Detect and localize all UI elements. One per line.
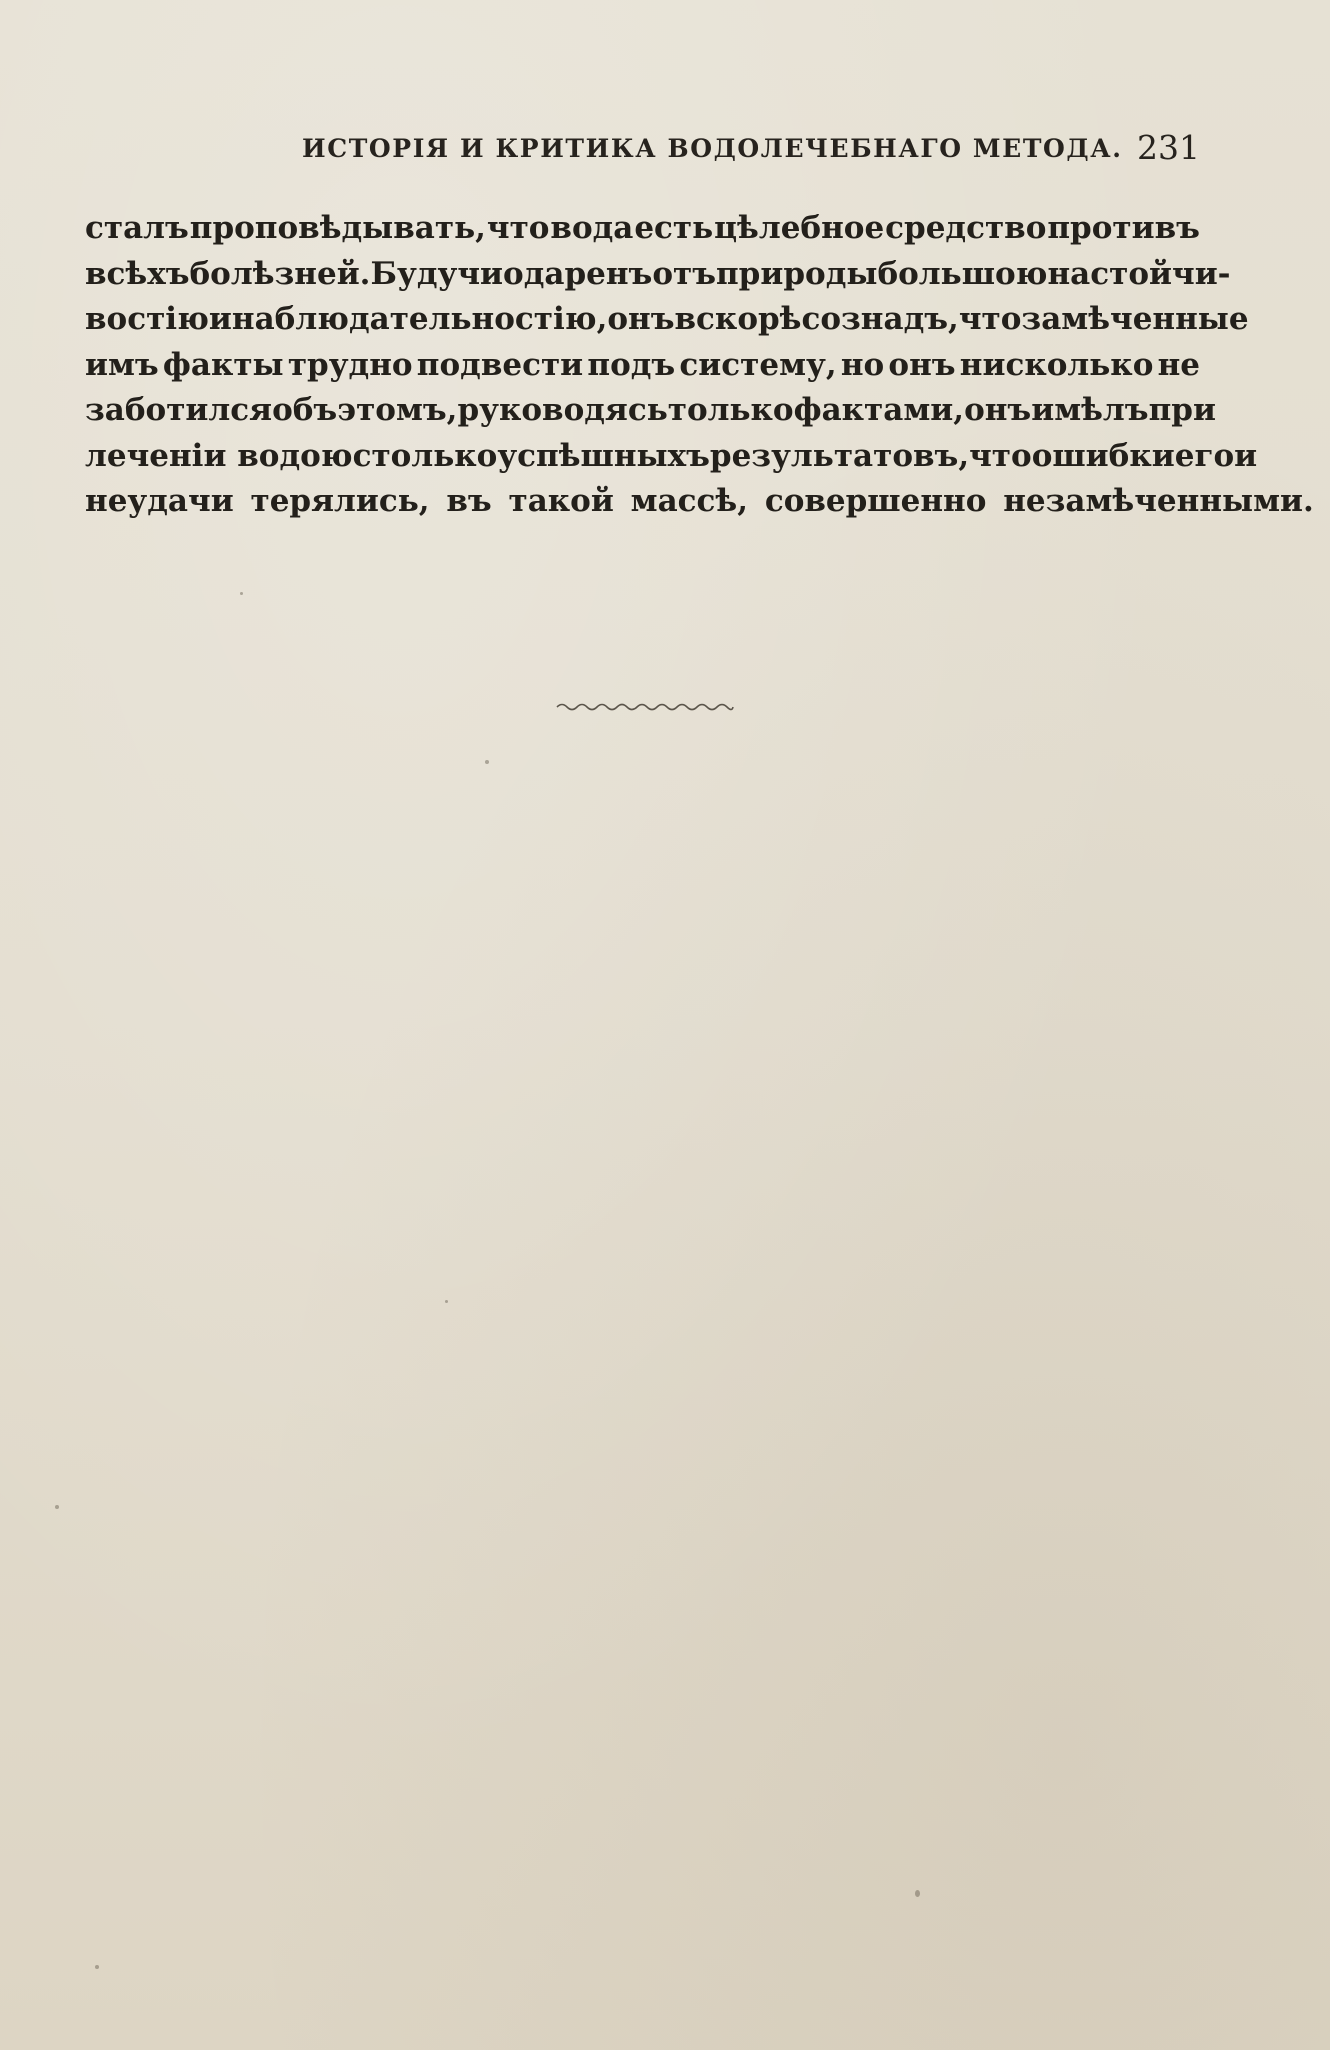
text-line	[85, 434, 1258, 480]
word: противъ	[1047, 210, 1200, 246]
word: въ	[446, 483, 492, 519]
word: большою	[877, 255, 1048, 292]
word: и	[1234, 437, 1258, 474]
word: фактами,	[793, 392, 965, 428]
word: онъ	[607, 301, 675, 337]
word: сознадъ,	[801, 301, 959, 337]
word: только	[667, 392, 794, 428]
word: проповѣдывать,	[189, 210, 486, 246]
paper-speck	[95, 1965, 99, 1969]
word: цѣлебное	[714, 210, 885, 246]
text-line	[85, 343, 1200, 389]
word: средство	[885, 210, 1047, 246]
word: его	[1174, 437, 1235, 474]
word: массѣ,	[630, 483, 749, 519]
word: леченіи водою	[85, 437, 353, 474]
word: неудачи	[85, 483, 234, 519]
section-end-ornament	[555, 700, 735, 714]
word: не	[1157, 346, 1200, 383]
word: одаренъ	[503, 255, 653, 292]
word: наблюдательностію,	[231, 301, 608, 337]
word: совершенно	[764, 483, 987, 519]
word: что	[486, 210, 550, 246]
word: что	[958, 301, 1022, 337]
text-line	[85, 479, 1314, 525]
word: болѣзней.	[189, 255, 371, 292]
word: ошибки	[1031, 437, 1175, 474]
word: успѣшныхъ	[497, 437, 710, 474]
word: отъ	[652, 255, 716, 292]
word: терялись,	[250, 483, 430, 519]
word: природы	[715, 255, 878, 292]
word: вскорѣ	[674, 301, 802, 337]
text-line	[85, 388, 1216, 434]
paper-speck	[485, 760, 489, 764]
word: такой	[508, 483, 614, 519]
word: что	[969, 437, 1032, 474]
word: при	[1148, 392, 1216, 428]
word: замѣченные	[1021, 301, 1249, 337]
word: настойчи-	[1047, 255, 1231, 292]
paper-speck	[915, 1890, 920, 1897]
running-head: ИСТОРІЯ И КРИТИКА ВОДОЛЕЧЕБНАГО МЕТОДА.	[302, 134, 1123, 163]
word: объ	[272, 392, 338, 428]
word: есть	[634, 210, 714, 246]
paper-speck	[445, 1300, 448, 1303]
word: заботился	[85, 392, 273, 428]
word: востію	[85, 301, 209, 337]
word: сталъ	[85, 210, 189, 246]
word: онъ	[964, 392, 1032, 428]
word: вода	[550, 210, 634, 246]
text-line	[85, 206, 1200, 252]
word: результатовъ,	[709, 437, 970, 474]
word: имѣлъ	[1031, 392, 1149, 428]
word: онъ	[888, 346, 956, 383]
word: незамѣченными.	[1003, 483, 1314, 519]
word: Будучи	[370, 255, 504, 292]
text-line	[85, 252, 1231, 298]
paper-speck	[240, 592, 243, 595]
word: факты	[162, 346, 284, 383]
word: систему,	[679, 346, 837, 383]
page-number: 231	[1137, 128, 1200, 167]
text-line	[85, 297, 1249, 343]
word: всѣхъ	[85, 255, 190, 292]
word: подъ	[587, 346, 676, 383]
word: трудно	[287, 346, 413, 383]
word: этомъ,	[337, 392, 458, 428]
word: и	[208, 301, 232, 337]
word: имъ	[85, 346, 159, 383]
word: столько	[352, 437, 498, 474]
body-paragraph	[85, 206, 1314, 525]
word: но	[840, 346, 885, 383]
paper-speck	[55, 1505, 59, 1509]
word: подвести	[416, 346, 584, 383]
word: руководясь	[457, 392, 668, 428]
word: нисколько	[959, 346, 1154, 383]
